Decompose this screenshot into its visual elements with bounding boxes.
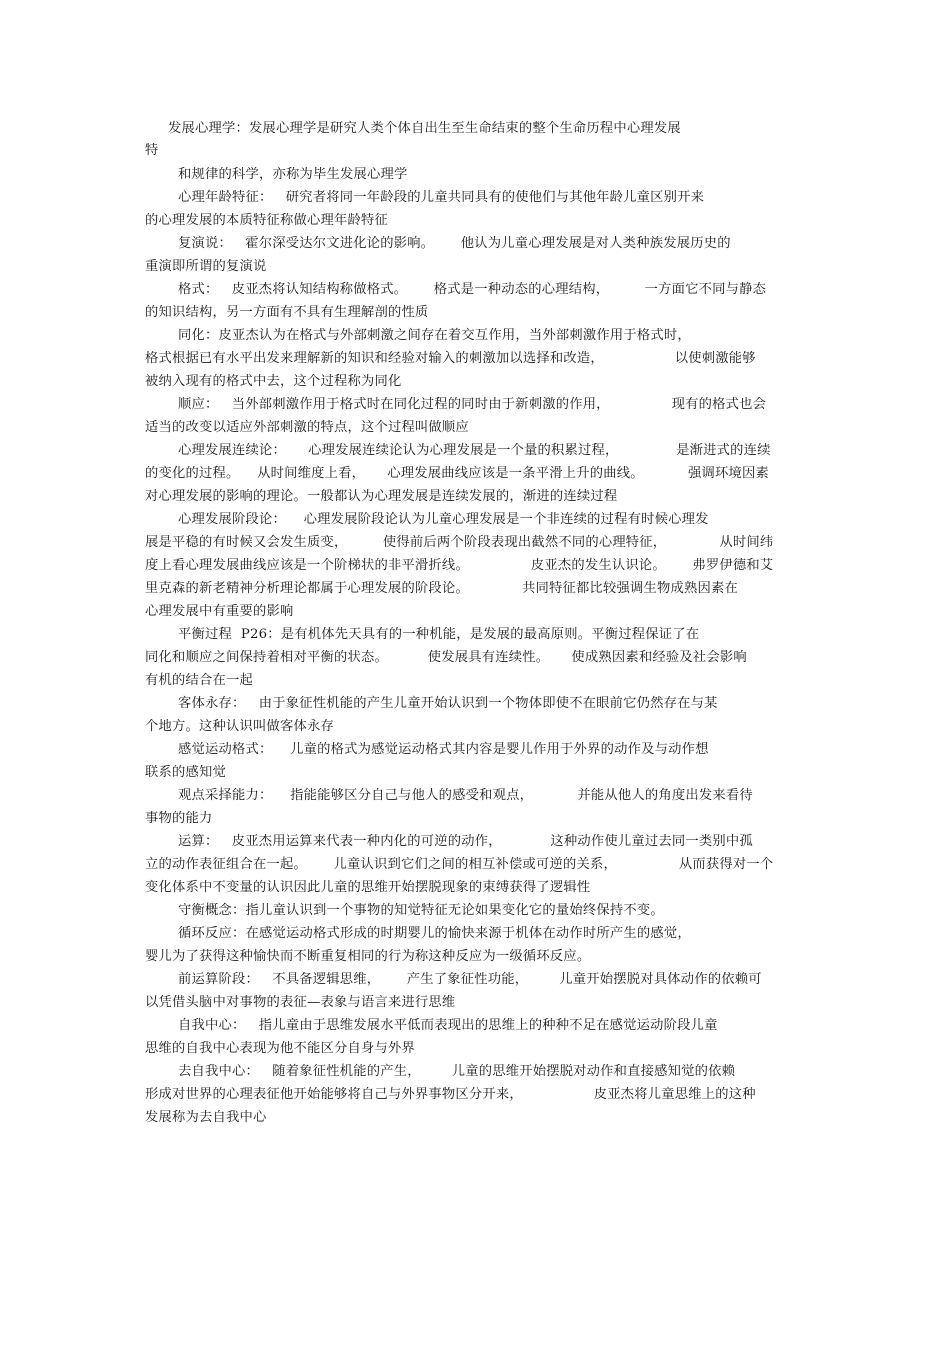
text-line: 观点采择能力： 指能能够区分自己与他人的感受和观点， 并能从他人的角度出发来看待 — [178, 788, 753, 803]
text-line: 心理发展阶段论： 心理发展阶段论认为儿童心理发展是一个非连续的过程有时候心理发 — [178, 512, 709, 527]
text-line: 复演说： 霍尔深受达尔文进化论的影响。 他认为儿童心理发展是对人类种族发展历史的 — [178, 236, 731, 251]
text-line: 变化体系中不变量的认识因此儿童的思维开始摆脱现象的束缚获得了逻辑性 — [145, 880, 591, 895]
text-line: 的变化的过程。 从时间维度上看， 心理发展曲线应该是一条平滑上升的曲线。 强调环境因素 — [145, 466, 769, 481]
text-line: 格式根据已有水平出发来理解新的知识和经验对输入的刺激加以选择和改造， 以使刺激能够 — [145, 351, 756, 366]
text-line: 平衡过程 P26：是有机体先天具有的一种机能，是发展的最高原则。平衡过程保证了在 — [178, 627, 700, 642]
text-line: 心理年龄特征： 研究者将同一年龄段的儿童共同具有的使他们与其他年龄儿童区别开来 — [178, 190, 705, 205]
text-line: 度上看心理发展曲线应该是一个阶梯状的非平滑折线。 皮亚杰的发生认识论。 弗罗伊德和艾 — [145, 558, 774, 573]
text-line: 运算： 皮亚杰用运算来代表一种内化的可逆的动作， 这种动作使儿童过去同一类别中孤 — [178, 834, 753, 849]
text-line: 感觉运动格式： 儿童的格式为感觉运动格式其内容是婴儿作用于外界的动作及与动作想 — [178, 742, 709, 757]
text-line: 的知识结构，另一方面有不具有生理解剖的性质 — [145, 305, 429, 320]
text-line: 被纳入现有的格式中去，这个过程称为同化 — [145, 374, 402, 389]
text-line: 里克森的新老精神分析理论都属于心理发展的阶段论。 共同特征都比较强调生物成熟因素在 — [145, 581, 738, 596]
text-line: 去自我中心： 随着象征性机能的产生， 儿童的思维开始摆脱对动作和直接感知觉的依赖 — [178, 1064, 736, 1079]
text-line: 特 — [145, 143, 159, 158]
text-line: 联系的感知觉 — [145, 765, 226, 780]
text-line: 有机的结合在一起 — [145, 673, 253, 688]
text-line: 同化：皮亚杰认为在格式与外部刺激之间存在着交互作用，当外部刺激作用于格式时， — [178, 328, 691, 343]
text-line: 重演即所谓的复演说 — [145, 259, 267, 274]
text-line: 和规律的科学，亦称为毕生发展心理学 — [178, 167, 408, 182]
text-line: 的心理发展的本质特征称做心理年龄特征 — [145, 213, 388, 228]
text-line: 前运算阶段： 不具备逻辑思维， 产生了象征性功能， 儿童开始摆脱对具体动作的依赖可 — [178, 972, 762, 987]
text-line: 立的动作表征组合在一起。 儿童认识到它们之间的相互补偿或可逆的关系， 从而获得对一个 — [145, 857, 774, 872]
text-line: 守衡概念：指儿童认识到一个事物的知觉特征无论如果变化它的量始终保持不变。 — [178, 903, 664, 918]
text-line: 发展心理学：发展心理学是研究人类个体自出生至生命结束的整个生命历程中心理发展 — [168, 121, 681, 136]
text-line: 婴儿为了获得这种愉快而不断重复相同的行为称这种反应为一级循环反应。 — [145, 949, 591, 964]
text-line: 客体永存： 由于象征性机能的产生儿童开始认识到一个物体即使不在眼前它仍然存在与某 — [178, 696, 718, 711]
text-line: 形成对世界的心理表征他开始能够将自己与外界事物区分开来， 皮亚杰将儿童思维上的这种 — [145, 1087, 756, 1102]
text-line: 个地方。这种认识叫做客体永存 — [145, 719, 334, 734]
text-line: 对心理发展的影响的理论。一般都认为心理发展是连续发展的，渐进的连续过程 — [145, 489, 618, 504]
text-line: 事物的能力 — [145, 811, 213, 826]
text-line: 发展称为去自我中心 — [145, 1110, 267, 1125]
text-line: 适当的改变以适应外部刺激的特点，这个过程叫做顺应 — [145, 420, 469, 435]
text-line: 顺应： 当外部刺激作用于格式时在同化过程的同时由于新刺激的作用， 现有的格式也会 — [178, 397, 767, 412]
text-line: 同化和顺应之间保持着相对平衡的状态。 使发展具有连续性。 使成熟因素和经验及社会影响 — [145, 650, 747, 665]
text-line: 心理发展连续论： 心理发展连续论认为心理发展是一个量的积累过程， 是渐进式的连续 — [178, 443, 771, 458]
text-line: 格式： 皮亚杰将认知结构称做格式。 格式是一种动态的心理结构， 一方面它不同与静态 — [178, 282, 767, 297]
text-line: 以凭借头脑中对事物的表征—表象与语言来进行思维 — [145, 995, 456, 1010]
text-line: 心理发展中有重要的影响 — [145, 604, 294, 619]
text-line: 展是平稳的有时候又会发生质变， 使得前后两个阶段表现出截然不同的心理特征， 从时间纬 — [145, 535, 774, 550]
text-line: 思维的自我中心表现为他不能区分自身与外界 — [145, 1041, 415, 1056]
text-line: 自我中心： 指儿童由于思维发展水平低而表现出的思维上的种种不足在感觉运动阶段儿童 — [178, 1018, 718, 1033]
text-line: 循环反应：在感觉运动格式形成的时期婴儿的愉快来源于机体在动作时所产生的感觉， — [178, 926, 691, 941]
